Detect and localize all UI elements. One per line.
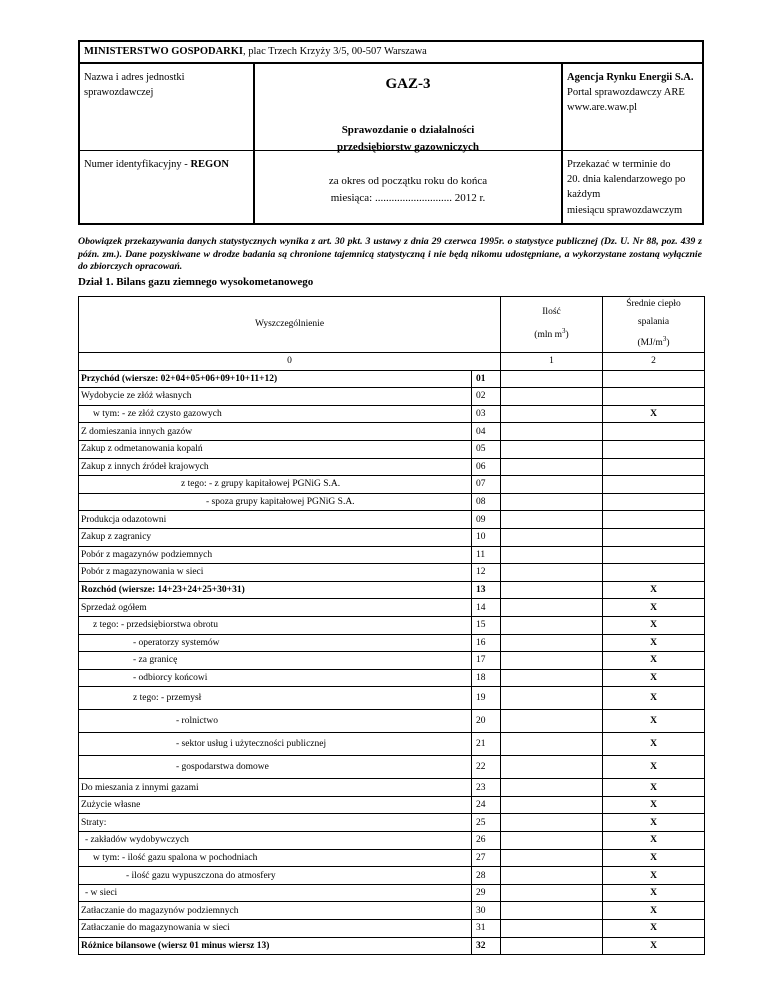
row-label: - rolnictwo [79, 710, 472, 733]
table-row [79, 564, 705, 582]
row-label: Pobór z magazynów podziemnych [79, 546, 472, 564]
col-heat-unit-sup: 3 [662, 335, 667, 344]
row-label: Przychód (wiersze: 02+04+05+06+09+10+11+12) [79, 370, 472, 388]
heat-value-excluded-cell: X [603, 814, 705, 832]
col-header-heat-value [603, 297, 705, 353]
regon-label: Numer identyfikacyjny - [84, 159, 191, 170]
row-number: 03 [472, 405, 501, 423]
table-row [79, 634, 705, 652]
heat-value-input-cell[interactable] [603, 423, 705, 441]
agency-portal: Portal sprawozdawczy ARE [567, 87, 685, 99]
heat-value-excluded-cell: X [603, 634, 705, 652]
form-title-line2: przedsiębiorstw gazowniczych [336, 140, 480, 153]
heat-value-excluded-cell: X [603, 733, 705, 756]
col-number-1: 1 [501, 353, 603, 371]
quantity-input-cell[interactable] [501, 814, 603, 832]
quantity-input-cell[interactable] [501, 388, 603, 406]
quantity-input-cell[interactable] [501, 937, 603, 955]
row-number: 32 [472, 937, 501, 955]
row-label: - sektor usług i użyteczności publicznej [79, 733, 472, 756]
heat-value-input-cell[interactable] [603, 564, 705, 582]
quantity-input-cell[interactable] [501, 476, 603, 494]
table-row [79, 493, 705, 511]
table-row [79, 814, 705, 832]
col-qty-unit-sup: 3 [562, 327, 566, 336]
table-row [79, 669, 705, 687]
heat-value-excluded-cell: X [603, 832, 705, 850]
row-label: - zakładów wydobywczych [79, 832, 472, 850]
table-header-row [79, 297, 705, 353]
heat-value-excluded-cell: X [603, 599, 705, 617]
row-label: Produkcja odazotowni [79, 511, 472, 529]
regon-field[interactable] [80, 150, 255, 223]
heat-value-excluded-cell: X [603, 779, 705, 797]
form-code: GAZ-3 [385, 76, 431, 92]
form-title-line1: Sprawozdanie o działalności [341, 124, 475, 136]
quantity-input-cell[interactable] [501, 423, 603, 441]
col-heat-unit-close: ) [666, 338, 670, 349]
deadline-line3: miesiącu sprawozdawczym [567, 204, 683, 216]
reporting-unit-name-label: Nazwa i adres jednostki sprawozdawczej [84, 72, 185, 99]
quantity-input-cell[interactable] [501, 849, 603, 867]
row-number: 14 [472, 599, 501, 617]
heat-value-excluded-cell: X [603, 902, 705, 920]
table-row [79, 937, 705, 955]
reporting-period [255, 173, 561, 207]
row-label: w tym: - ze złóż czysto gazowych [79, 405, 472, 423]
heat-value-excluded-cell: X [603, 669, 705, 687]
table-row [79, 687, 705, 710]
heat-value-input-cell[interactable] [603, 476, 705, 494]
quantity-input-cell[interactable] [501, 779, 603, 797]
agency-url[interactable]: www.are.waw.pl [567, 102, 638, 114]
table-row [79, 867, 705, 885]
row-number: 21 [472, 733, 501, 756]
heat-value-excluded-cell: X [603, 652, 705, 670]
ministry-name: MINISTERSTWO GOSPODARKI [84, 46, 243, 57]
row-label: Straty: [79, 814, 472, 832]
quantity-input-cell[interactable] [501, 511, 603, 529]
row-number: 29 [472, 884, 501, 902]
heat-value-input-cell[interactable] [603, 493, 705, 511]
row-label: - odbiorcy końcowi [79, 669, 472, 687]
row-number: 12 [472, 564, 501, 582]
quantity-input-cell[interactable] [501, 616, 603, 634]
form-title-cell [255, 64, 563, 153]
quantity-input-cell[interactable] [501, 920, 603, 938]
table-row [79, 476, 705, 494]
row-number: 10 [472, 528, 501, 546]
row-label: Sprzedaż ogółem [79, 599, 472, 617]
row-label: Rozchód (wiersze: 14+23+24+25+30+31) [79, 581, 472, 599]
submission-deadline [563, 150, 702, 223]
row-number: 19 [472, 687, 501, 710]
table-row [79, 884, 705, 902]
row-number: 09 [472, 511, 501, 529]
row-number: 02 [472, 388, 501, 406]
col-heat-label1: Średnie ciepło [626, 299, 681, 310]
quantity-input-cell[interactable] [501, 687, 603, 710]
col-heat-unit [605, 335, 702, 350]
row-number: 27 [472, 849, 501, 867]
row-label: z tego: - przemysł [79, 687, 472, 710]
row-label: - spoza grupy kapitałowej PGNiG S.A. [79, 493, 472, 511]
row-number: 07 [472, 476, 501, 494]
quantity-input-cell[interactable] [501, 902, 603, 920]
gas-balance-table [78, 296, 705, 955]
deadline-line1: Przekazać w terminie do [567, 159, 671, 170]
row-label: Zakup z innych źródeł krajowych [79, 458, 472, 476]
quantity-input-cell[interactable] [501, 710, 603, 733]
reporting-period-cell [255, 150, 563, 223]
quantity-input-cell[interactable] [501, 458, 603, 476]
table-row [79, 779, 705, 797]
legal-obligation-note: Obowiązek przekazywania danych statystycznych wynika z art. 30 pkt. 3 ustawy z dnia 29 czerwca 1995r. o statystyce publicznej (Dz. U. Nr 88, poz. 439 z późn. zm.). Dane pozyskiwane w drodze badania są chronione tajemnicą statystyczną i nie będą nikomu udostępniane, a wykorzystane zostaną wyłącznie do zbiorczych opracowań. [78, 236, 702, 273]
heat-value-excluded-cell: X [603, 616, 705, 634]
row-number: 23 [472, 779, 501, 797]
table-row [79, 581, 705, 599]
table-row [79, 440, 705, 458]
row-number: 31 [472, 920, 501, 938]
deadline-line2: 20. dnia kalendarzowego po każdym [567, 174, 686, 201]
quantity-input-cell[interactable] [501, 634, 603, 652]
heat-value-excluded-cell: X [603, 687, 705, 710]
row-label: Zużycie własne [79, 796, 472, 814]
heat-value-excluded-cell: X [603, 405, 705, 423]
row-label: Zatłaczanie do magazynów podziemnych [79, 902, 472, 920]
table-row [79, 388, 705, 406]
row-label: - operatorzy systemów [79, 634, 472, 652]
row-number: 11 [472, 546, 501, 564]
row-label: Zakup z odmetanowania kopalń [79, 440, 472, 458]
col-header-specification [79, 297, 501, 353]
reporting-unit-name-field[interactable] [80, 64, 255, 150]
row-label: Do mieszania z innymi gazami [79, 779, 472, 797]
col-heat-label2: spalania [637, 316, 670, 327]
row-number: 15 [472, 616, 501, 634]
table-row [79, 616, 705, 634]
table-row [79, 528, 705, 546]
col-qty-label: Ilość [542, 307, 561, 318]
ministry-address: , plac Trzech Krzyży 3/5, 00-507 Warszawa [243, 46, 427, 57]
agency-info [563, 64, 702, 150]
heat-value-excluded-cell: X [603, 884, 705, 902]
period-line1: za okres od początku roku do końca [328, 175, 488, 187]
column-number-row [79, 353, 705, 371]
col-qty-unit-text: (mln m [534, 330, 563, 341]
form-header [78, 40, 704, 225]
table-row [79, 370, 705, 388]
quantity-input-cell[interactable] [501, 867, 603, 885]
section-title: Dział 1. Bilans gazu ziemnego wysokometanowego [78, 276, 314, 288]
col-header-quantity [501, 297, 603, 353]
row-number: 26 [472, 832, 501, 850]
table-row [79, 405, 705, 423]
heat-value-excluded-cell: X [603, 710, 705, 733]
heat-value-input-cell[interactable] [603, 370, 705, 388]
row-label: Pobór z magazynowania w sieci [79, 564, 472, 582]
row-number: 05 [472, 440, 501, 458]
table-row [79, 733, 705, 756]
row-label: Zakup z zagranicy [79, 528, 472, 546]
quantity-input-cell[interactable] [501, 370, 603, 388]
quantity-input-cell[interactable] [501, 832, 603, 850]
row-number: 25 [472, 814, 501, 832]
quantity-input-cell[interactable] [501, 756, 603, 779]
table-row [79, 652, 705, 670]
row-number: 22 [472, 756, 501, 779]
table-row [79, 511, 705, 529]
regon-label-bold: REGON [190, 159, 229, 170]
heat-value-excluded-cell: X [603, 849, 705, 867]
quantity-input-cell[interactable] [501, 546, 603, 564]
row-label: z tego: - przedsiębiorstwa obrotu [79, 616, 472, 634]
quantity-input-cell[interactable] [501, 669, 603, 687]
row-number: 04 [472, 423, 501, 441]
quantity-input-cell[interactable] [501, 581, 603, 599]
quantity-input-cell[interactable] [501, 405, 603, 423]
period-line2[interactable]: miesiąca: ............................ 2012 r. [330, 192, 486, 205]
row-label: - ilość gazu wypuszczona do atmosfery [79, 867, 472, 885]
table-row [79, 756, 705, 779]
heat-value-input-cell[interactable] [603, 388, 705, 406]
agency-name: Agencja Rynku Energii S.A. [567, 72, 694, 83]
heat-value-excluded-cell: X [603, 756, 705, 779]
table-row [79, 796, 705, 814]
col-number-2: 2 [603, 353, 705, 371]
quantity-input-cell[interactable] [501, 564, 603, 582]
table-row [79, 546, 705, 564]
row-label: Zatłaczanie do magazynowania w sieci [79, 920, 472, 938]
row-label: - gospodarstwa domowe [79, 756, 472, 779]
row-label: z tego: - z grupy kapitałowej PGNiG S.A. [79, 476, 472, 494]
table-row [79, 832, 705, 850]
row-number: 16 [472, 634, 501, 652]
col-qty-unit-close: ) [565, 330, 569, 341]
row-label: Z domieszania innych gazów [79, 423, 472, 441]
row-number: 30 [472, 902, 501, 920]
heat-value-input-cell[interactable] [603, 546, 705, 564]
heat-value-excluded-cell: X [603, 867, 705, 885]
quantity-input-cell[interactable] [501, 440, 603, 458]
quantity-input-cell[interactable] [501, 796, 603, 814]
heat-value-input-cell[interactable] [603, 440, 705, 458]
row-number: 17 [472, 652, 501, 670]
row-number: 28 [472, 867, 501, 885]
quantity-input-cell[interactable] [501, 528, 603, 546]
col-heat-unit-text: (MJ/m [637, 338, 663, 349]
ministry-row [80, 42, 702, 64]
quantity-input-cell[interactable] [501, 652, 603, 670]
table-row [79, 599, 705, 617]
heat-value-input-cell[interactable] [603, 511, 705, 529]
heat-value-excluded-cell: X [603, 581, 705, 599]
table-row [79, 458, 705, 476]
quantity-input-cell[interactable] [501, 493, 603, 511]
row-label: Wydobycie ze złóż własnych [79, 388, 472, 406]
heat-value-excluded-cell: X [603, 796, 705, 814]
row-number: 06 [472, 458, 501, 476]
heat-value-input-cell[interactable] [603, 528, 705, 546]
table-row [79, 710, 705, 733]
col-number-0: 0 [79, 353, 501, 371]
row-label: Różnice bilansowe (wiersz 01 minus wiersz 13) [79, 937, 472, 955]
row-label: - w sieci [79, 884, 472, 902]
heat-value-excluded-cell: X [603, 920, 705, 938]
table-row [79, 423, 705, 441]
row-label: - za granicę [79, 652, 472, 670]
heat-value-input-cell[interactable] [603, 458, 705, 476]
row-number: 01 [472, 370, 501, 388]
row-number: 08 [472, 493, 501, 511]
table-row [79, 920, 705, 938]
quantity-input-cell[interactable] [501, 884, 603, 902]
row-number: 20 [472, 710, 501, 733]
row-number: 24 [472, 796, 501, 814]
col-qty-unit [503, 327, 600, 342]
table-row [79, 902, 705, 920]
quantity-input-cell[interactable] [501, 733, 603, 756]
heat-value-excluded-cell: X [603, 937, 705, 955]
row-label: w tym: - ilość gazu spalona w pochodniach [79, 849, 472, 867]
quantity-input-cell[interactable] [501, 599, 603, 617]
row-number: 13 [472, 581, 501, 599]
col-spec-label: Wyszczególnienie [254, 318, 325, 329]
row-number: 18 [472, 669, 501, 687]
table-row [79, 849, 705, 867]
